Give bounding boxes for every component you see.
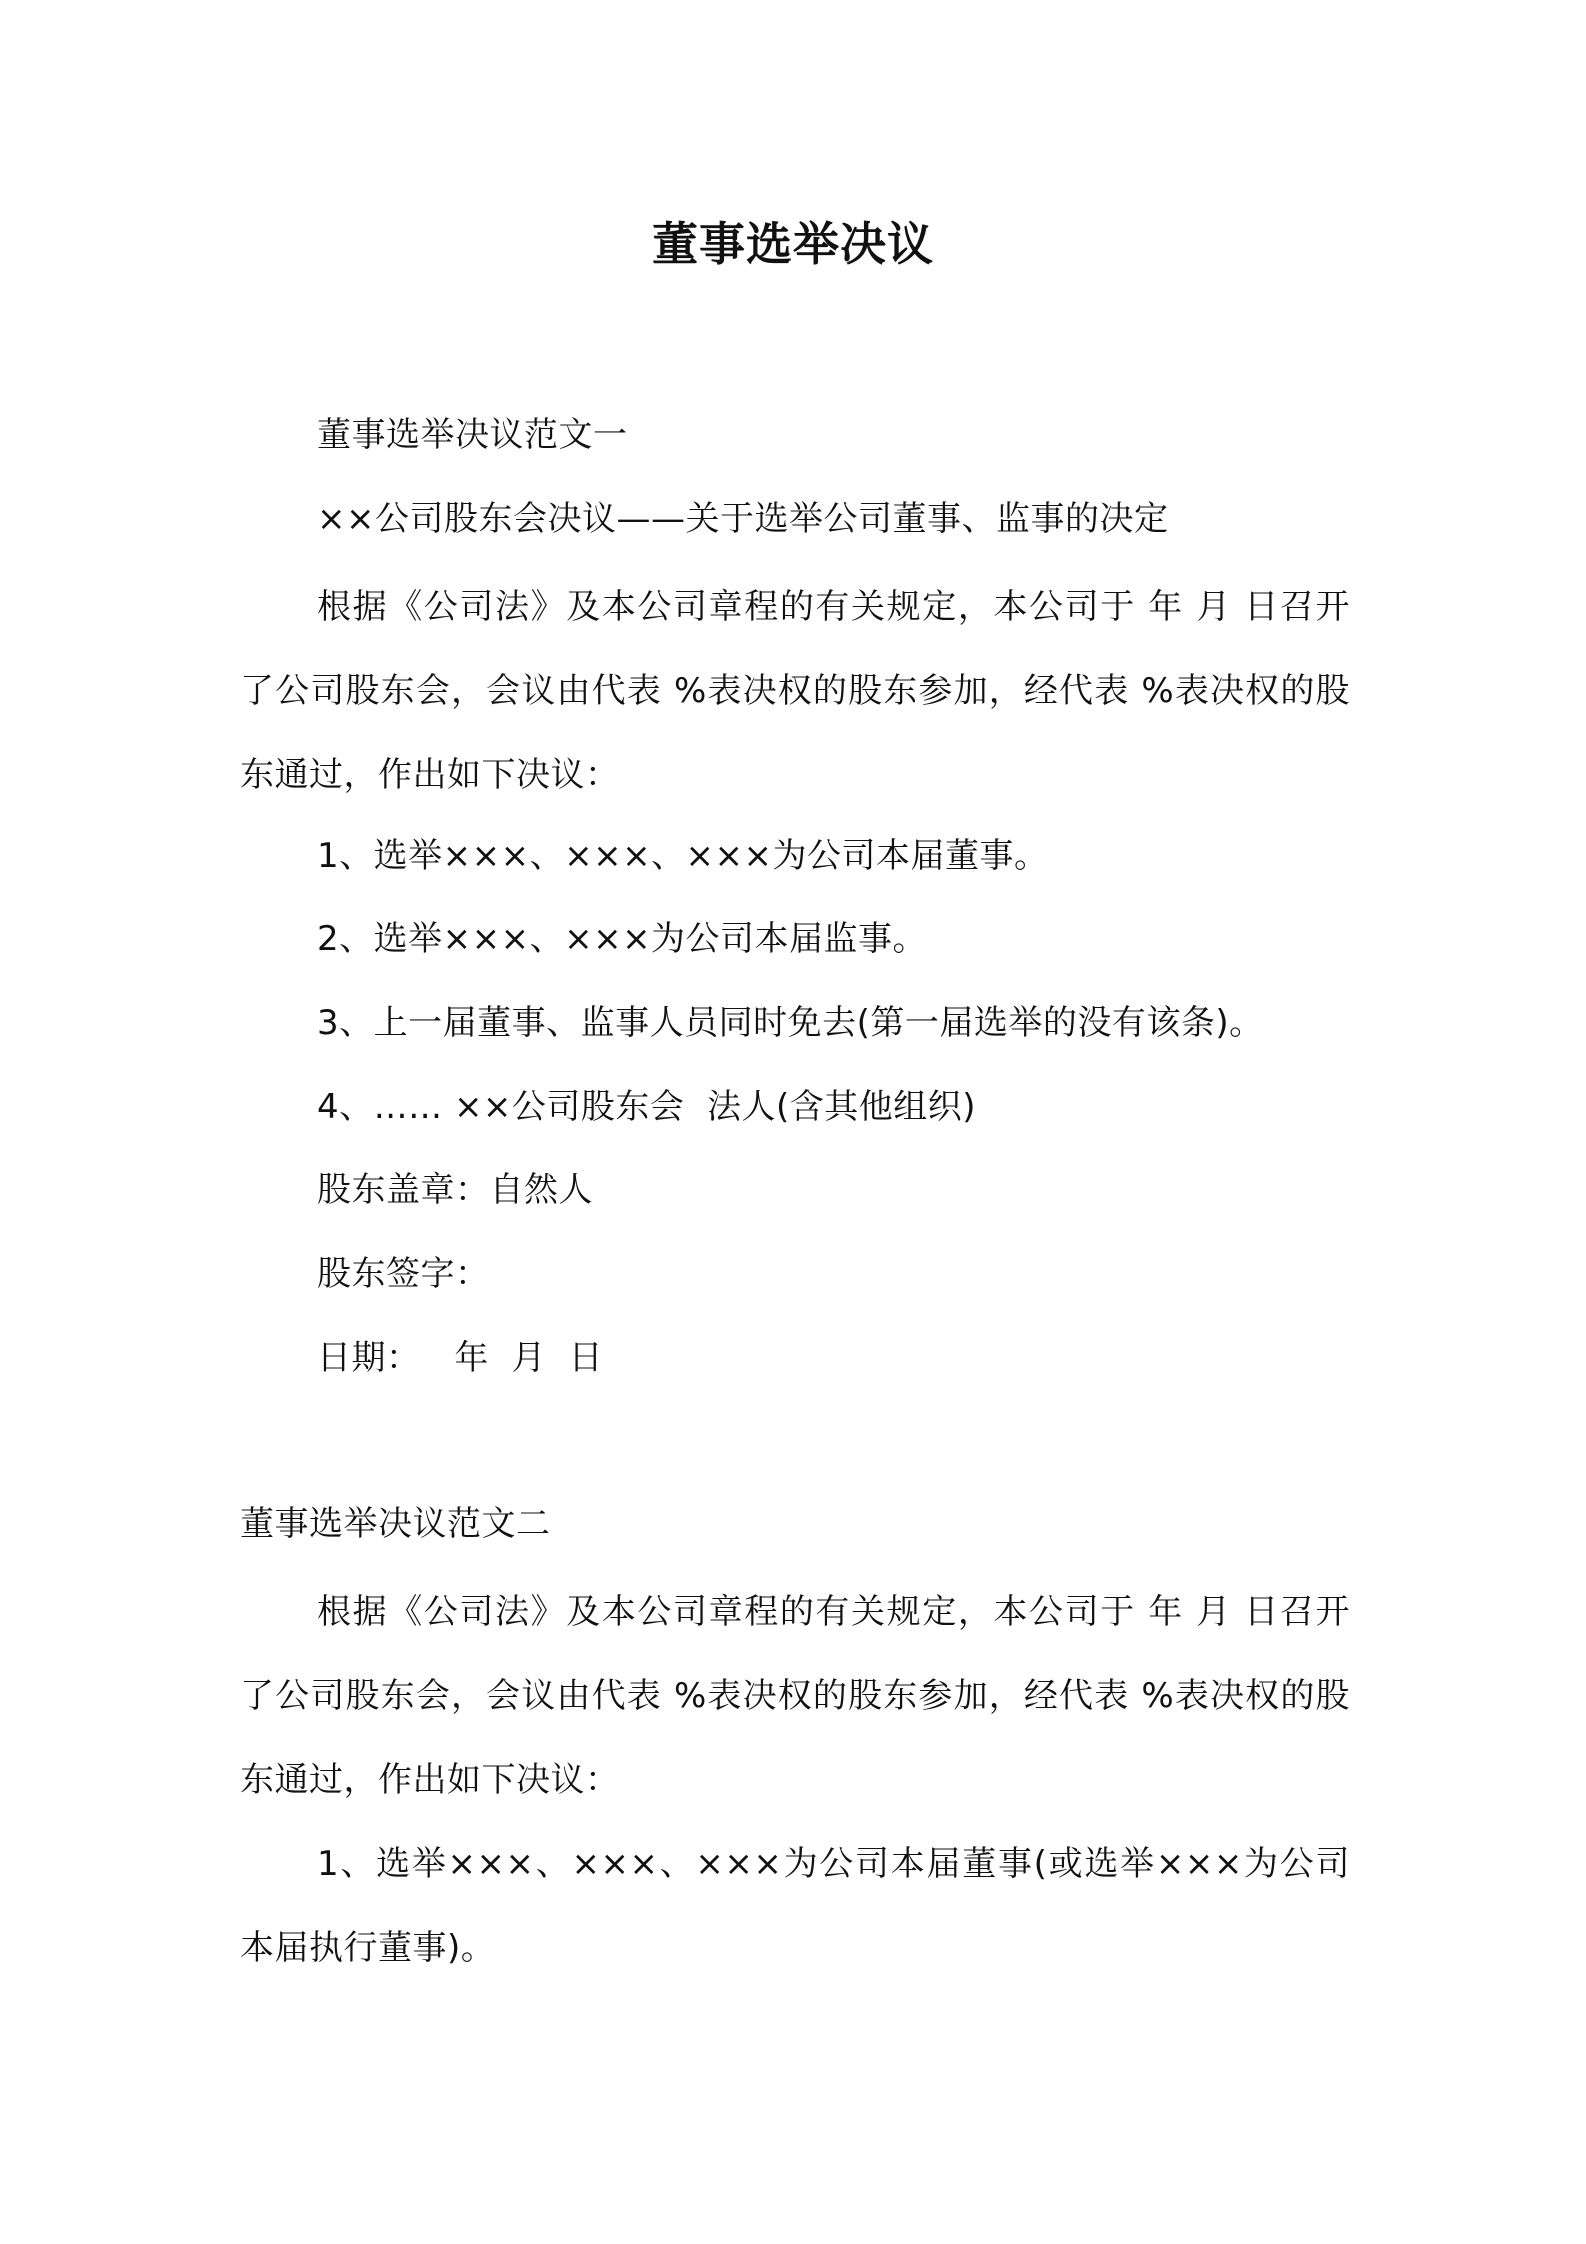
sample1-heading: 董事选举决议范文一	[317, 415, 628, 455]
sample2-item-1: 1、选举×××、×××、×××为公司本届董事(或选举×××为公司本届执行董事)。	[240, 1844, 1350, 1968]
sample1-item-3: 3、上一届董事、监事人员同时免去(第一届选举的没有该条)。	[317, 1003, 1264, 1043]
sample1-date-line: 日期： 年 月 日	[317, 1338, 604, 1378]
sample2-heading: 董事选举决议范文二	[240, 1504, 551, 1544]
sample1-item-1: 1、选举×××、×××、×××为公司本届董事。	[317, 836, 1049, 876]
sample1-item-2: 2、选举×××、×××为公司本届监事。	[317, 919, 928, 959]
document-title: 董事选举决议	[652, 217, 934, 271]
sample1-intro-paragraph: 根据《公司法》及本公司章程的有关规定，本公司于 年 月 日召开了公司股东会，会议由代表 %表决权的股东参加，经代表 %表决权的股东通过，作出如下决议：	[240, 587, 1350, 795]
sample1-seal-line: 股东盖章：自然人	[317, 1170, 593, 1210]
sample1-item-4: 4、…… ××公司股东会 法人(含其他组织)	[317, 1087, 977, 1127]
sample2-intro-paragraph: 根据《公司法》及本公司章程的有关规定，本公司于 年 月 日召开了公司股东会，会议由代表 %表决权的股东参加，经代表 %表决权的股东通过，作出如下决议：	[240, 1592, 1350, 1800]
sample1-signature-line: 股东签字：	[317, 1254, 490, 1294]
sample1-subtitle: ××公司股东会决议——关于选举公司董事、监事的决定	[317, 499, 1169, 539]
